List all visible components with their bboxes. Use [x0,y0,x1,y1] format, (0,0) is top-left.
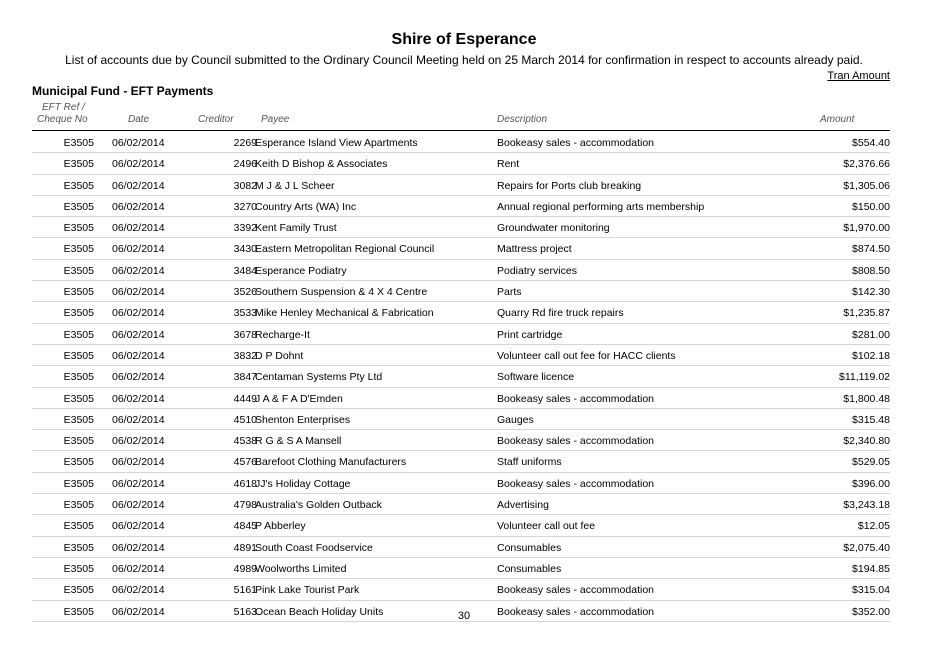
cell-date: 06/02/2014 [112,137,165,149]
table-row [32,451,890,472]
cell-creditor: 3678 [233,328,257,341]
cell-payee: Esperance Island View Apartments [255,137,418,149]
cell-description: Bookeasy sales - accommodation [497,435,654,448]
cell-payee: D P Dohnt [255,349,304,362]
table-row [32,132,890,153]
cell-amount: $529.05 [852,456,890,469]
table-row [32,388,890,409]
cell-creditor: 3533 [233,307,257,320]
cell-amount: $1,800.48 [843,392,890,405]
document-subtitle: List of accounts due by Council submitted to the Ordinary Council Meeting held on 25 March 2014 for confirmation in respect to accounts already paid. [65,53,863,67]
cell-eft-ref: E3505 [63,200,94,213]
cell-creditor: 3430 [233,243,257,256]
cell-description: Bookeasy sales - accommodation [497,392,654,405]
cell-payee: M J & J L Scheer [255,179,335,192]
cell-amount: $1,970.00 [843,222,890,235]
cell-creditor: 4576 [233,456,257,469]
cell-amount: $352.00 [852,605,890,618]
column-header-creditor: Creditor [198,114,234,125]
cell-payee: Recharge-It [255,328,310,341]
cell-payee: J A & F A D'Emden [255,392,343,405]
cell-payee: Ocean Beach Holiday Units [255,605,384,618]
cell-creditor: 3484 [233,264,257,277]
cell-date: 06/02/2014 [112,456,165,469]
cell-date: 06/02/2014 [112,541,165,554]
cell-date: 06/02/2014 [112,200,165,213]
cell-description: Repairs for Ports club breaking [497,179,642,192]
cell-creditor: 4538 [233,435,257,448]
cell-payee: South Coast Foodservice [255,541,373,554]
cell-amount: $554.40 [852,137,890,149]
cell-eft-ref: E3505 [63,286,94,299]
cell-description: Rent [497,158,520,171]
cell-date: 06/02/2014 [112,584,165,597]
cell-eft-ref: E3505 [63,584,94,597]
cell-eft-ref: E3505 [63,477,94,490]
cell-description: Bookeasy sales - accommodation [497,137,654,149]
cell-payee: Barefoot Clothing Manufacturers [255,456,407,469]
cell-payee: Southern Suspension & 4 X 4 Centre [255,286,428,299]
cell-eft-ref: E3505 [63,392,94,405]
cell-payee: R G & S A Mansell [255,435,342,448]
cell-payee: Shenton Enterprises [255,413,351,426]
cell-eft-ref: E3505 [63,307,94,320]
column-header-amount: Amount [820,114,855,125]
cell-amount: $194.85 [852,562,890,575]
cell-eft-ref: E3505 [63,222,94,235]
cell-creditor: 3270 [233,200,257,213]
cell-amount: $2,340.80 [843,435,890,448]
payments-table [32,132,890,622]
cell-date: 06/02/2014 [112,413,165,426]
cell-payee: Woolworths Limited [255,562,347,575]
cell-eft-ref: E3505 [63,158,94,171]
cell-payee: Keith D Bishop & Associates [255,158,388,171]
cell-date: 06/02/2014 [112,562,165,575]
page-number: 30 [457,610,471,622]
cell-description: Groundwater monitoring [497,222,610,235]
cell-description: Staff uniforms [497,456,562,469]
cell-amount: $102.18 [852,349,890,362]
table-row [32,473,890,494]
cell-description: Parts [497,286,522,299]
cell-creditor: 3832 [233,349,257,362]
table-row [32,302,890,323]
table-row [32,409,890,430]
cell-payee: Mike Henley Mechanical & Fabrication [255,307,434,320]
cell-amount: $2,376.66 [843,158,890,171]
table-row [32,494,890,515]
cell-description: Volunteer call out fee [497,520,596,533]
table-row [32,281,890,302]
cell-date: 06/02/2014 [112,435,165,448]
cell-creditor: 5163 [233,605,257,618]
cell-amount: $142.30 [852,286,890,299]
cell-amount: $281.00 [852,328,890,341]
cell-date: 06/02/2014 [112,371,165,384]
cell-description: Bookeasy sales - accommodation [497,584,654,597]
cell-eft-ref: E3505 [63,371,94,384]
cell-eft-ref: E3505 [63,349,94,362]
cell-eft-ref: E3505 [63,179,94,192]
cell-creditor: 2269 [233,137,257,149]
cell-eft-ref: E3505 [63,520,94,533]
table-row [32,366,890,387]
cell-payee: P Abberley [255,520,306,533]
document-title: Shire of Esperance [391,31,537,48]
table-row [32,324,890,345]
table-row [32,537,890,558]
section-title: Municipal Fund - EFT Payments [32,84,214,98]
cell-date: 06/02/2014 [112,328,165,341]
cell-amount: $874.50 [852,243,890,256]
cell-amount: $1,235.87 [843,307,890,320]
cell-creditor: 4510 [233,413,257,426]
cell-payee: Pink Lake Tourist Park [255,584,360,597]
cell-date: 06/02/2014 [112,520,165,533]
cell-description: Mattress project [497,243,572,256]
cell-description: Print cartridge [497,328,563,341]
cell-eft-ref: E3505 [63,413,94,426]
table-row [32,430,890,451]
cell-description: Podiatry services [497,264,577,277]
column-header-payee: Payee [261,114,290,125]
cell-date: 06/02/2014 [112,222,165,235]
table-row [32,217,890,238]
cell-eft-ref: E3505 [63,264,94,277]
table-row [32,175,890,196]
cell-date: 06/02/2014 [112,307,165,320]
cell-description: Bookeasy sales - accommodation [497,477,654,490]
cell-date: 06/02/2014 [112,605,165,618]
cell-amount: $12.05 [857,520,890,533]
cell-date: 06/02/2014 [112,158,165,171]
cell-payee: Kent Family Trust [255,222,337,235]
cell-date: 06/02/2014 [112,243,165,256]
cell-eft-ref: E3505 [63,562,94,575]
cell-description: Quarry Rd fire truck repairs [497,307,624,320]
table-row [32,153,890,174]
cell-eft-ref: E3505 [63,541,94,554]
cell-date: 06/02/2014 [112,349,165,362]
cell-creditor: 4618 [233,477,257,490]
cell-description: Volunteer call out fee for HACC clients [497,349,676,362]
cell-description: Consumables [497,562,562,575]
cell-eft-ref: E3505 [63,499,94,512]
cell-creditor: 4891 [233,541,257,554]
cell-description: Annual regional performing arts membership [497,200,705,213]
table-row [32,260,890,281]
column-header-description: Description [497,114,548,125]
table-row [32,558,890,579]
cell-creditor: 4989 [233,562,257,575]
cell-amount: $11,119.02 [839,371,890,384]
table-row [32,238,890,259]
cell-eft-ref: E3505 [63,435,94,448]
cell-description: Consumables [497,541,562,554]
cell-payee: Centaman Systems Pty Ltd [255,371,383,384]
cell-creditor: 3847 [233,371,257,384]
cell-amount: $150.00 [852,200,890,213]
column-header-ref-line1: EFT Ref / [42,102,85,113]
cell-eft-ref: E3505 [63,605,94,618]
cell-description: Bookeasy sales - accommodation [497,605,654,618]
cell-eft-ref: E3505 [63,328,94,341]
cell-description: Advertising [497,499,549,512]
cell-amount: $315.48 [852,413,890,426]
column-header-ref-line2: Cheque No [37,114,88,125]
cell-date: 06/02/2014 [112,499,165,512]
cell-amount: $2,075.40 [843,541,890,554]
cell-amount: $396.00 [852,477,890,490]
cell-creditor: 4845 [233,520,257,533]
cell-creditor: 3526 [233,286,257,299]
cell-date: 06/02/2014 [112,264,165,277]
cell-payee: Australia's Golden Outback [255,499,382,512]
cell-payee: Eastern Metropolitan Regional Council [255,243,435,256]
cell-payee: Country Arts (WA) Inc [255,200,357,213]
cell-description: Software licence [497,371,575,384]
cell-creditor: 3082 [233,179,257,192]
cell-amount: $3,243.18 [843,499,890,512]
cell-date: 06/02/2014 [112,392,165,405]
table-row [32,345,890,366]
header-rule [32,130,890,131]
cell-amount: $808.50 [852,264,890,277]
cell-creditor: 4449 [233,392,257,405]
cell-date: 06/02/2014 [112,286,165,299]
table-row [32,515,890,536]
cell-creditor: 4798 [233,499,257,512]
cell-amount: $1,305.06 [843,179,890,192]
cell-eft-ref: E3505 [63,456,94,469]
cell-eft-ref: E3505 [63,137,94,149]
cell-creditor: 5161 [233,584,257,597]
cell-payee: JJ's Holiday Cottage [255,477,351,490]
cell-amount: $315.04 [852,584,890,597]
cell-payee: Esperance Podiatry [255,264,347,277]
cell-date: 06/02/2014 [112,179,165,192]
column-header-date: Date [128,114,150,125]
table-row [32,579,890,600]
cell-eft-ref: E3505 [63,243,94,256]
cell-creditor: 2496 [233,158,257,171]
cell-creditor: 3392 [233,222,257,235]
table-row [32,196,890,217]
cell-date: 06/02/2014 [112,477,165,490]
cell-description: Gauges [497,413,534,426]
tran-amount-label: Tran Amount [827,70,890,82]
